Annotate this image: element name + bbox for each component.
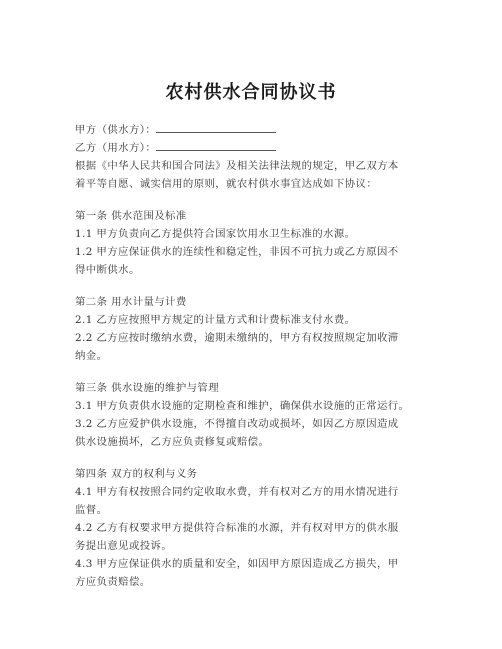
clause-line: 得中断供水。: [75, 264, 140, 276]
clause-line: 方应负责赔偿。: [75, 576, 151, 588]
party-a-blank[interactable]: [156, 121, 276, 133]
party-b-blank[interactable]: [156, 139, 276, 151]
clause-line: 1.2 甲方应保证供水的连续性和稳定性，非因不可抗力或乙方原因不: [75, 246, 399, 258]
clause-line: 供水设施损坏，乙方应负责修复或赔偿。: [75, 436, 270, 448]
clause-line: 3.2 乙方应爱护供水设施，不得擅自改动或损坏，如因乙方原因造成: [75, 418, 399, 430]
clause-line: 务提出意见或投诉。: [75, 540, 173, 552]
party-a-label: 甲方（供水方）：: [75, 124, 157, 136]
section-heading: 第二条 用水计量与计费: [75, 296, 187, 308]
clause-line: 纳金。: [75, 350, 108, 362]
intro-line: 着平等自愿、诚实信用的原则，就农村供水事宜达成如下协议：: [75, 178, 378, 190]
clause-line: 监督。: [75, 504, 108, 516]
document-title: 农村供水合同协议书: [165, 82, 337, 103]
party-b-line: [75, 139, 475, 157]
clause-line: 4.1 甲方有权按照合同约定收取水费，并有权对乙方的用水情况进行: [75, 486, 399, 498]
clause-line: 2.2 乙方应按时缴纳水费，逾期未缴纳的，甲方有权按照规定加收滞: [75, 332, 399, 344]
clause-line: 1.1 甲方负责向乙方提供符合国家饮用水卫生标准的水源。: [75, 228, 356, 240]
document-body: [75, 121, 475, 591]
intro-line: 根据《中华人民共和国合同法》及相关法律法规的规定，甲乙双方本: [75, 160, 399, 172]
clause-line: 3.1 甲方负责供水设施的定期检查和维护，确保供水设施的正常运行。: [75, 400, 410, 412]
clause-line: 2.1 乙方应按照甲方规定的计量方式和计费标准支付水费。: [75, 314, 356, 326]
clause-line: 4.3 甲方应保证供水的质量和安全，如因甲方原因造成乙方损失，甲: [75, 558, 399, 570]
section-heading: 第三条 供水设施的维护与管理: [75, 382, 219, 394]
party-a-line: [75, 121, 475, 139]
party-b-label: 乙方（用水方）：: [75, 142, 157, 154]
section-heading: 第一条 供水范围及标准: [75, 210, 187, 222]
clause-line: 4.2 乙方有权要求甲方提供符合标准的水源，并有权对甲方的供水服: [75, 522, 399, 534]
section-heading: 第四条 双方的权利与义务: [75, 468, 198, 480]
